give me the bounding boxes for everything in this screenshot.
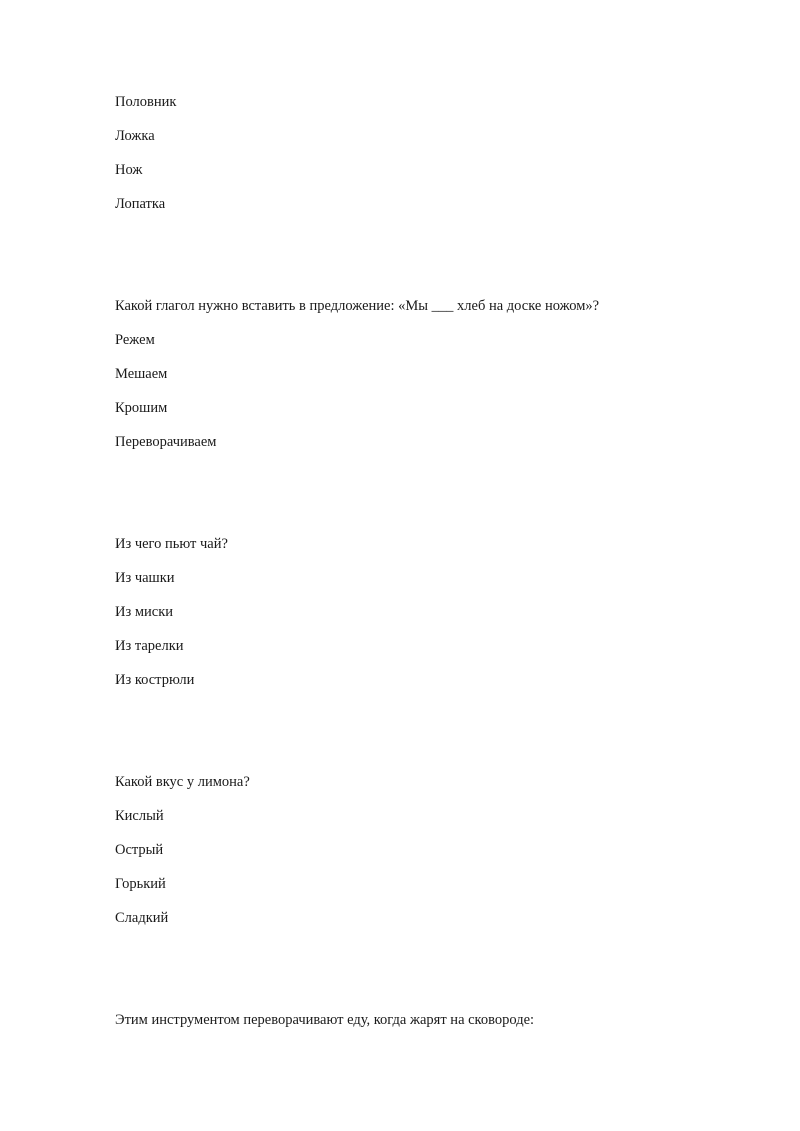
question-text: Какой глагол нужно вставить в предложение: «Мы ___ хлеб на доске ножом»? [115, 298, 600, 314]
answer-option: Горький [115, 876, 166, 892]
answer-option: Режем [115, 332, 155, 348]
question-text: Какой вкус у лимона? [115, 774, 250, 790]
question-text: Этим инструментом переворачивают еду, когда жарят на сковороде: [115, 1012, 535, 1028]
answer-option: Сладкий [115, 910, 169, 926]
answer-option: Мешаем [115, 366, 168, 382]
answer-option: Переворачиваем [115, 434, 217, 450]
answer-option: Крошим [115, 400, 168, 416]
answer-option: Из кострюли [115, 672, 195, 688]
answer-option: Из тарелки [115, 638, 184, 654]
answer-option: Кислый [115, 808, 164, 824]
answer-option: Из чашки [115, 570, 175, 586]
answer-option: Нож [115, 162, 143, 178]
question-text: Из чего пьют чай? [115, 536, 228, 552]
answer-option: Острый [115, 842, 164, 858]
answer-option: Лопатка [115, 196, 166, 212]
answer-option: Половник [115, 94, 177, 110]
answer-option: Ложка [115, 128, 155, 144]
answer-option: Из миски [115, 604, 173, 620]
